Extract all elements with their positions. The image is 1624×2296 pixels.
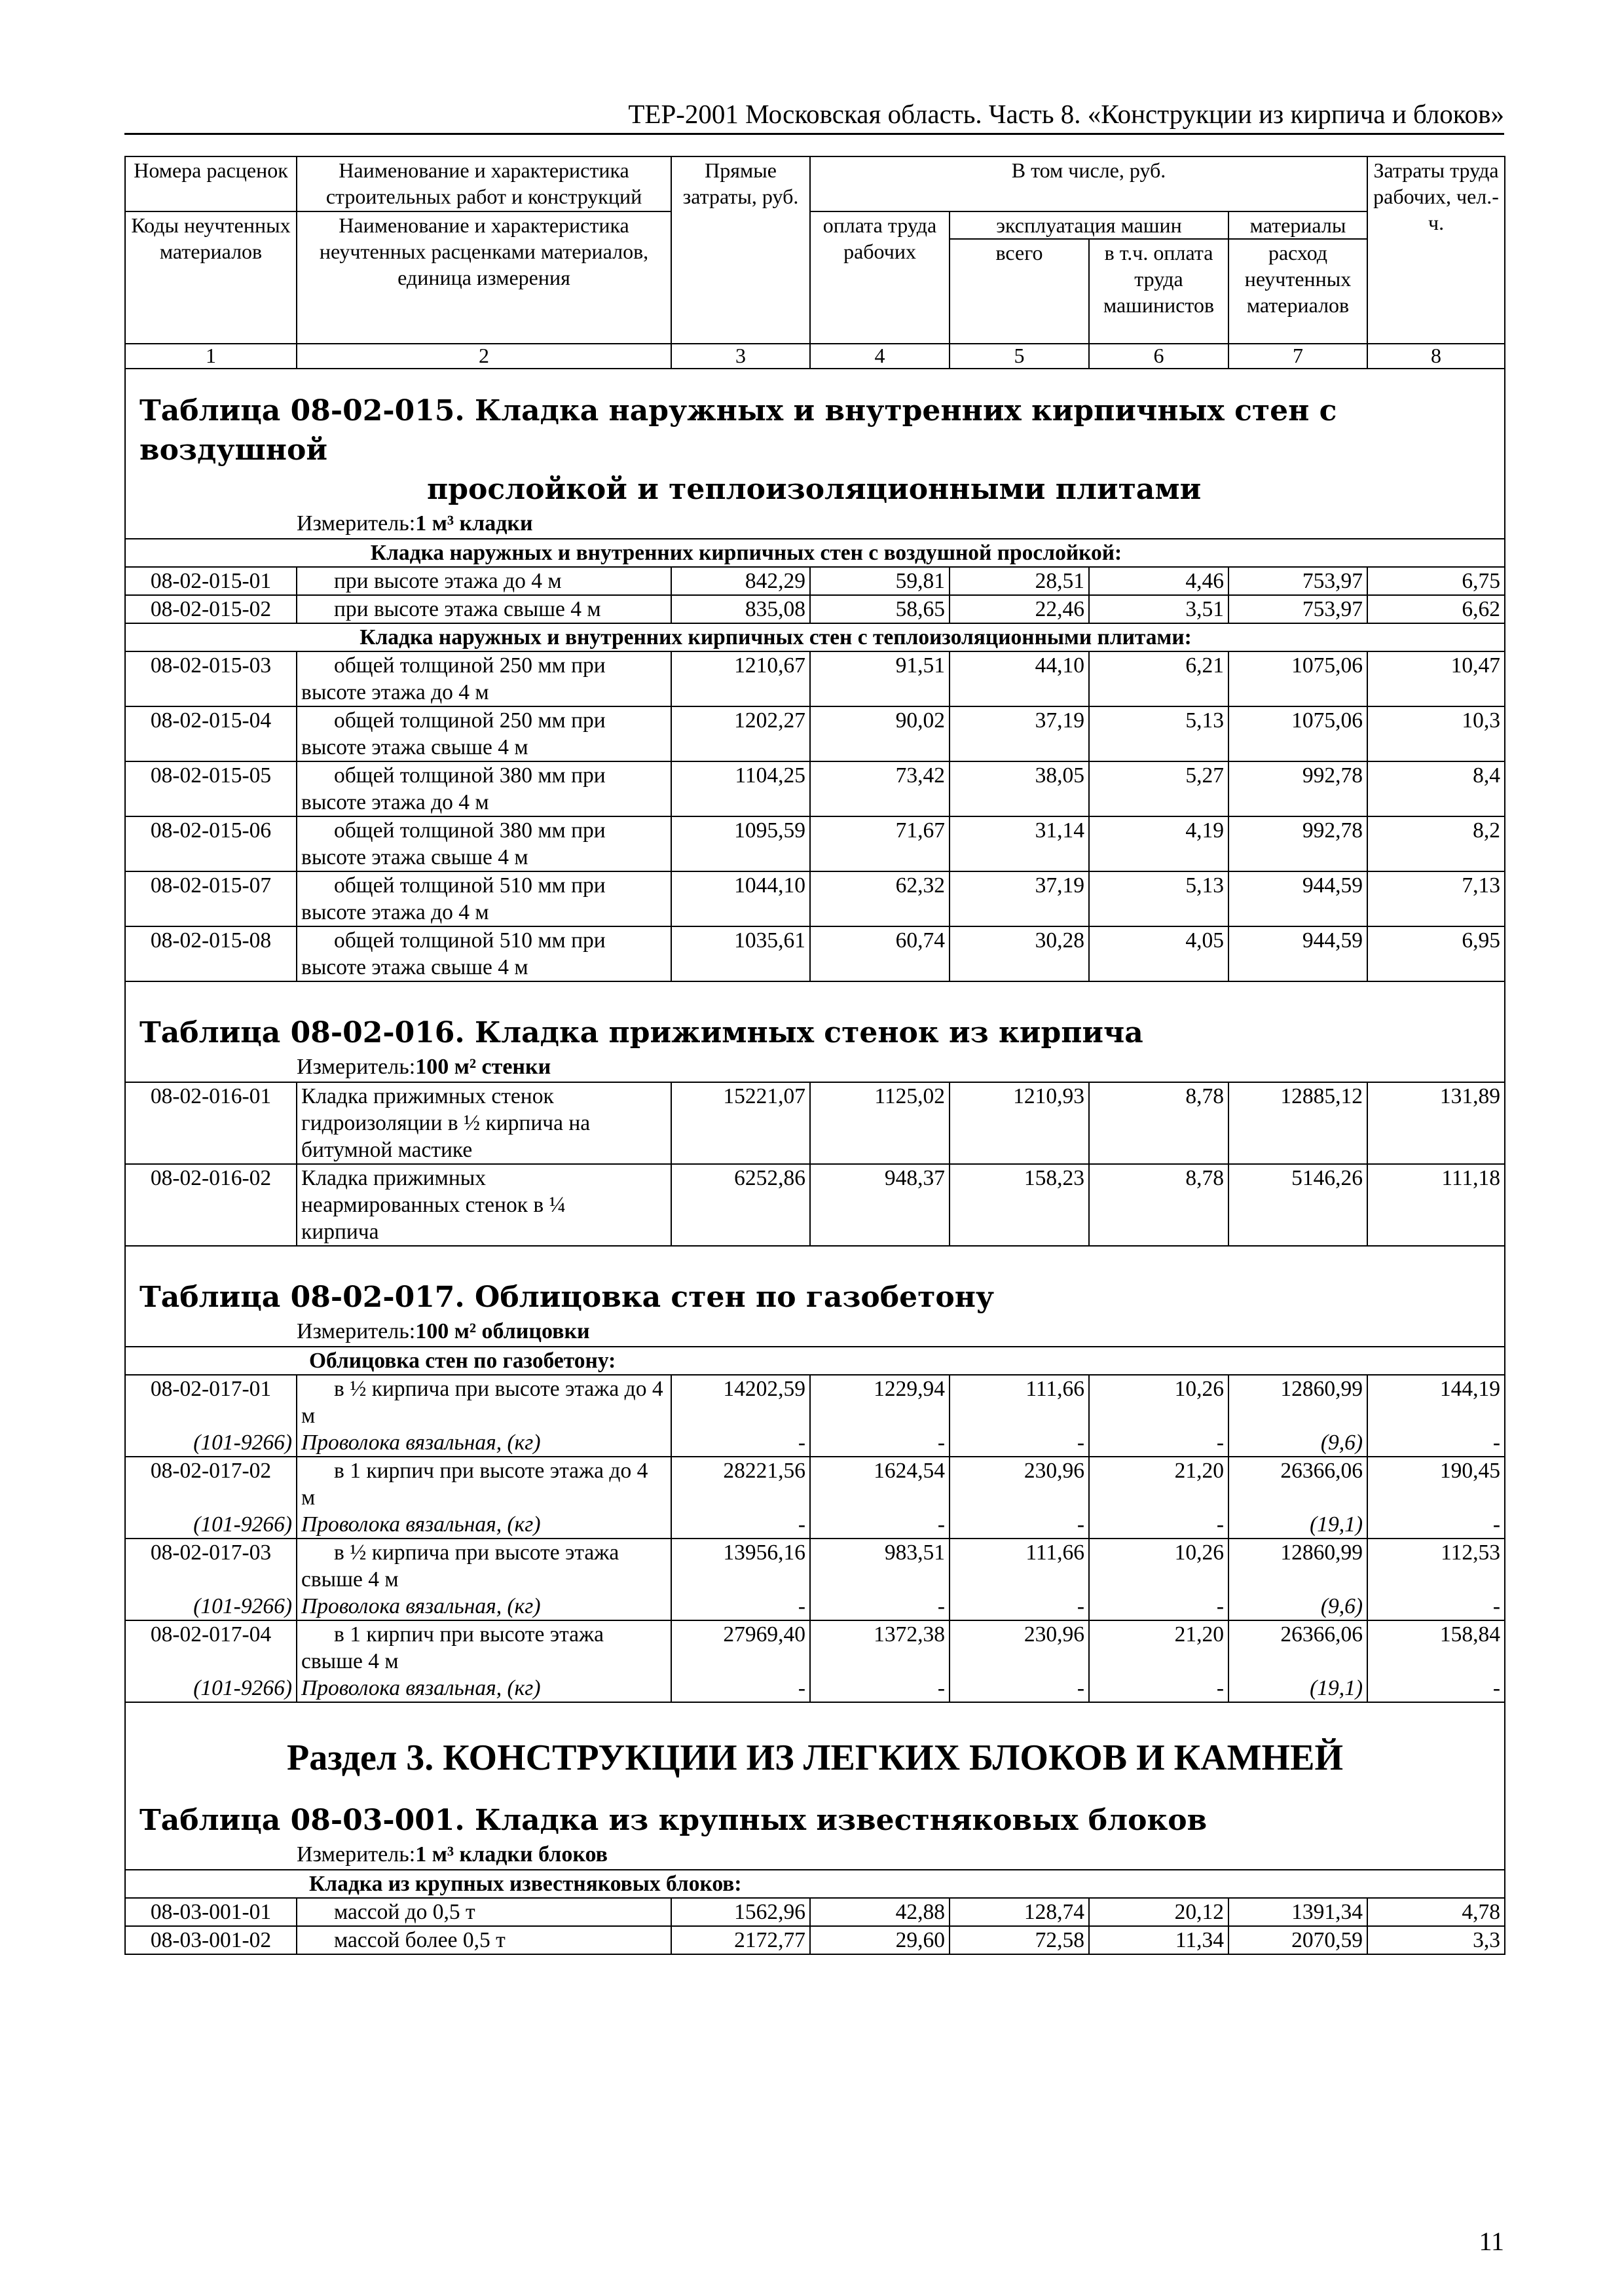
- cell-c4: 71,67: [810, 816, 950, 871]
- rate-name: Кладка прижимных неармированных стенок в ¼ кирпича: [297, 1164, 671, 1246]
- cell-c5: 22,46: [950, 595, 1089, 623]
- cell-c3: 2172,77: [671, 1926, 810, 1954]
- table-017-title-row: [125, 1246, 1505, 1317]
- cell-dash: -: [1367, 1675, 1505, 1702]
- table-015-unit-row: [125, 509, 1505, 539]
- cell-c6: 6,21: [1089, 651, 1228, 706]
- col1-top-header: Номера расценок: [125, 156, 297, 211]
- rate-code: 08-02-015-06: [125, 816, 297, 871]
- table-row: [125, 926, 1505, 981]
- rate-name: общей толщиной 250 мм при высоте этажа свыше 4 м: [297, 706, 671, 761]
- table-301-title: Таблица 08-03-001. Кладка из крупных известняковых блоков: [139, 1804, 1208, 1837]
- unit-value: 1 м³ кладки: [415, 511, 533, 536]
- cell-c8: 8,2: [1367, 816, 1505, 871]
- rate-code: 08-02-015-07: [125, 871, 297, 926]
- cell-c8: 158,84: [1367, 1620, 1505, 1675]
- column-header-row-2: [125, 211, 1505, 239]
- unit-value: 1 м³ кладки блоков: [415, 1842, 608, 1867]
- page-number: 11: [1479, 2227, 1504, 2256]
- material-name: Проволока вязальная, (кг): [297, 1593, 671, 1620]
- table-row: [125, 1620, 1505, 1675]
- cell-dash: -: [671, 1675, 810, 1702]
- rate-code: 08-02-015-02: [125, 595, 297, 623]
- col2-top-header: Наименование и характеристика строительных работ и конструкций: [297, 156, 671, 211]
- cell-c7: 992,78: [1228, 761, 1367, 816]
- cell-c3: 27969,40: [671, 1620, 810, 1675]
- material-code: (101-9266): [125, 1593, 297, 1620]
- col-number: 5: [950, 344, 1089, 369]
- col5-header: всего: [950, 239, 1089, 344]
- cell-c7: 12885,12: [1228, 1082, 1367, 1164]
- cell-c3: 28221,56: [671, 1457, 810, 1511]
- cell-c8: 4,78: [1367, 1898, 1505, 1926]
- rate-name: при высоте этажа до 4 м: [297, 567, 671, 595]
- cell-c6: 5,13: [1089, 706, 1228, 761]
- cell-c3: 1562,96: [671, 1898, 810, 1926]
- cell-c8: 3,3: [1367, 1926, 1505, 1954]
- cell-c7: 753,97: [1228, 595, 1367, 623]
- group-header: [125, 623, 1505, 651]
- cell-c5: 111,66: [950, 1375, 1089, 1429]
- rate-name: в 1 кирпич при высоте этажа до 4 м: [297, 1457, 671, 1511]
- cell-c4: 90,02: [810, 706, 950, 761]
- cell-c4: 29,60: [810, 1926, 950, 1954]
- cell-dash: -: [810, 1429, 950, 1457]
- materials-header: материалы: [1228, 211, 1367, 239]
- table-017-title: Таблица 08-02-017. Облицовка стен по газобетону: [139, 1281, 995, 1314]
- rate-code: 08-02-017-01: [125, 1375, 297, 1429]
- cell-c3: 13956,16: [671, 1539, 810, 1593]
- cell-c6: 4,46: [1089, 567, 1228, 595]
- cell-c5: 30,28: [950, 926, 1089, 981]
- cell-c4: 91,51: [810, 651, 950, 706]
- cell-c3: 1202,27: [671, 706, 810, 761]
- cell-c7: 944,59: [1228, 926, 1367, 981]
- material-code: (101-9266): [125, 1429, 297, 1457]
- cell-dash: -: [671, 1429, 810, 1457]
- table-row: [125, 1457, 1505, 1511]
- cell-dash: -: [1089, 1593, 1228, 1620]
- cell-c4: 62,32: [810, 871, 950, 926]
- table-row: [125, 651, 1505, 706]
- cell-c5: 158,23: [950, 1164, 1089, 1246]
- cell-c8: 7,13: [1367, 871, 1505, 926]
- cell-c5: 28,51: [950, 567, 1089, 595]
- cell-c6: 4,19: [1089, 816, 1228, 871]
- table-017-unit-row: [125, 1317, 1505, 1347]
- rate-name: общей толщиной 510 мм при высоте этажа свыше 4 м: [297, 926, 671, 981]
- col3-header: Прямые затраты, руб.: [671, 156, 810, 344]
- cell-dash: -: [950, 1675, 1089, 1702]
- material-qty: (19,1): [1228, 1511, 1367, 1539]
- material-row: [125, 1511, 1505, 1539]
- cell-c4: 948,37: [810, 1164, 950, 1246]
- cell-c5: 31,14: [950, 816, 1089, 871]
- section-3-title-row: [125, 1702, 1505, 1781]
- table-301-unit-row: [125, 1840, 1505, 1870]
- rate-code: 08-02-015-03: [125, 651, 297, 706]
- col1-bottom-header: Коды неучтенных материалов: [125, 211, 297, 344]
- cell-dash: -: [950, 1511, 1089, 1539]
- group-header-label: Кладка из крупных известняковых блоков:: [125, 1870, 1505, 1898]
- cell-c4: 983,51: [810, 1539, 950, 1593]
- cell-c3: 15221,07: [671, 1082, 810, 1164]
- rate-code: 08-02-015-05: [125, 761, 297, 816]
- cell-c6: 10,26: [1089, 1375, 1228, 1429]
- cell-c3: 1095,59: [671, 816, 810, 871]
- col-number: 7: [1228, 344, 1367, 369]
- group-header: [125, 539, 1505, 567]
- unit-value: 100 м² облицовки: [415, 1319, 590, 1343]
- cell-c8: 6,95: [1367, 926, 1505, 981]
- rate-code: 08-02-015-04: [125, 706, 297, 761]
- rate-name: Кладка прижимных стенок гидроизоляции в ½ кирпича на битумной мастике: [297, 1082, 671, 1164]
- cell-dash: -: [810, 1511, 950, 1539]
- cell-c7: 944,59: [1228, 871, 1367, 926]
- cell-c6: 20,12: [1089, 1898, 1228, 1926]
- header-rule: [124, 133, 1504, 135]
- material-code: (101-9266): [125, 1511, 297, 1539]
- table-016-title-row: [125, 981, 1505, 1053]
- cell-c6: 8,78: [1089, 1082, 1228, 1164]
- cell-c5: 72,58: [950, 1926, 1089, 1954]
- col2-bottom-header: Наименование и характеристика неучтенных расценками материалов, единица измерения: [297, 211, 671, 344]
- group-header-label: Облицовка стен по газобетону:: [125, 1347, 1505, 1375]
- table-row: [125, 567, 1505, 595]
- price-table: [124, 156, 1505, 1955]
- unit-value: 100 м² стенки: [415, 1055, 551, 1079]
- cell-c5: 111,66: [950, 1539, 1089, 1593]
- unit-label: Измеритель:: [297, 1055, 416, 1079]
- unit-label: Измеритель:: [297, 1319, 416, 1343]
- cell-c5: 1210,93: [950, 1082, 1089, 1164]
- rate-code: 08-03-001-01: [125, 1898, 297, 1926]
- running-header: ТЕР-2001 Московская область. Часть 8. «Конструкции из кирпича и блоков»: [628, 99, 1504, 129]
- cell-c4: 1125,02: [810, 1082, 950, 1164]
- material-row: [125, 1593, 1505, 1620]
- cell-c7: 26366,06: [1228, 1457, 1367, 1511]
- cell-dash: -: [1367, 1593, 1505, 1620]
- cell-c4: 58,65: [810, 595, 950, 623]
- cell-c5: 37,19: [950, 871, 1089, 926]
- material-name: Проволока вязальная, (кг): [297, 1511, 671, 1539]
- cell-c5: 44,10: [950, 651, 1089, 706]
- table-016-unit-row: [125, 1053, 1505, 1082]
- rate-name: общей толщиной 380 мм при высоте этажа свыше 4 м: [297, 816, 671, 871]
- cell-dash: -: [1367, 1511, 1505, 1539]
- cell-dash: -: [1089, 1675, 1228, 1702]
- cell-c4: 1372,38: [810, 1620, 950, 1675]
- table-015-title-row: [125, 369, 1505, 509]
- table-row: [125, 595, 1505, 623]
- cell-c8: 10,3: [1367, 706, 1505, 761]
- cell-c5: 230,96: [950, 1620, 1089, 1675]
- cell-c8: 190,45: [1367, 1457, 1505, 1511]
- cell-c8: 8,4: [1367, 761, 1505, 816]
- cell-c8: 112,53: [1367, 1539, 1505, 1593]
- cell-c7: 1075,06: [1228, 706, 1367, 761]
- col-number: 1: [125, 344, 297, 369]
- rate-code: 08-02-017-04: [125, 1620, 297, 1675]
- cell-c3: 1035,61: [671, 926, 810, 981]
- cell-c6: 11,34: [1089, 1926, 1228, 1954]
- cell-c3: 1210,67: [671, 651, 810, 706]
- cell-c7: 5146,26: [1228, 1164, 1367, 1246]
- cell-c4: 1229,94: [810, 1375, 950, 1429]
- cell-dash: -: [671, 1593, 810, 1620]
- table-row: [125, 706, 1505, 761]
- cell-dash: -: [810, 1675, 950, 1702]
- table-row: [125, 871, 1505, 926]
- material-row: [125, 1429, 1505, 1457]
- cell-c7: 26366,06: [1228, 1620, 1367, 1675]
- rate-name: общей толщиной 510 мм при высоте этажа до 4 м: [297, 871, 671, 926]
- material-row: [125, 1675, 1505, 1702]
- cell-c7: 753,97: [1228, 567, 1367, 595]
- cell-c8: 6,62: [1367, 595, 1505, 623]
- cell-c3: 1104,25: [671, 761, 810, 816]
- section-3-title: Раздел 3. КОНСТРУКЦИИ ИЗ ЛЕГКИХ БЛОКОВ И КАМНЕЙ: [125, 1702, 1505, 1781]
- rate-name: при высоте этажа свыше 4 м: [297, 595, 671, 623]
- cell-c6: 8,78: [1089, 1164, 1228, 1246]
- cell-c6: 21,20: [1089, 1620, 1228, 1675]
- rate-code: 08-03-001-02: [125, 1926, 297, 1954]
- rate-name: в 1 кирпич при высоте этажа свыше 4 м: [297, 1620, 671, 1675]
- cell-c5: 230,96: [950, 1457, 1089, 1511]
- material-code: (101-9266): [125, 1675, 297, 1702]
- rate-code: 08-02-015-01: [125, 567, 297, 595]
- material-name: Проволока вязальная, (кг): [297, 1675, 671, 1702]
- table-301-title-row: [125, 1781, 1505, 1840]
- cell-dash: -: [950, 1593, 1089, 1620]
- rate-code: 08-02-017-03: [125, 1539, 297, 1593]
- cell-c7: 2070,59: [1228, 1926, 1367, 1954]
- machines-header: эксплуатация машин: [950, 211, 1228, 239]
- table-row: [125, 1082, 1505, 1164]
- cell-c6: 3,51: [1089, 595, 1228, 623]
- cell-c3: 842,29: [671, 567, 810, 595]
- col7-header: расход неучтенных материалов: [1228, 239, 1367, 344]
- cell-c8: 131,89: [1367, 1082, 1505, 1164]
- cell-dash: -: [810, 1593, 950, 1620]
- table-row: [125, 1539, 1505, 1593]
- cell-c6: 21,20: [1089, 1457, 1228, 1511]
- cell-dash: -: [671, 1511, 810, 1539]
- cell-c8: 6,75: [1367, 567, 1505, 595]
- table-row: [125, 761, 1505, 816]
- table-016-title: Таблица 08-02-016. Кладка прижимных стенок из кирпича: [139, 1016, 1143, 1049]
- material-qty: (9,6): [1228, 1593, 1367, 1620]
- column-header-row-1: [125, 156, 1505, 211]
- cell-c4: 60,74: [810, 926, 950, 981]
- material-qty: (9,6): [1228, 1429, 1367, 1457]
- cell-c7: 12860,99: [1228, 1539, 1367, 1593]
- cell-c8: 144,19: [1367, 1375, 1505, 1429]
- rate-code: 08-02-017-02: [125, 1457, 297, 1511]
- cell-c7: 1075,06: [1228, 651, 1367, 706]
- group-header: [125, 1347, 1505, 1375]
- col-number: 6: [1089, 344, 1228, 369]
- cell-dash: -: [1367, 1429, 1505, 1457]
- cell-c3: 835,08: [671, 595, 810, 623]
- col6-header: в т.ч. оплата труда машинистов: [1089, 239, 1228, 344]
- cell-c3: 14202,59: [671, 1375, 810, 1429]
- rate-name: массой до 0,5 т: [297, 1898, 671, 1926]
- cell-c3: 6252,86: [671, 1164, 810, 1246]
- cell-c4: 73,42: [810, 761, 950, 816]
- rate-name: массой более 0,5 т: [297, 1926, 671, 1954]
- rate-name: общей толщиной 250 мм при высоте этажа до 4 м: [297, 651, 671, 706]
- table-row: [125, 816, 1505, 871]
- col-number: 8: [1367, 344, 1505, 369]
- group-header-label: Кладка наружных и внутренних кирпичных стен с воздушной прослойкой:: [125, 539, 1505, 567]
- rate-name: общей толщиной 380 мм при высоте этажа до 4 м: [297, 761, 671, 816]
- table-row: [125, 1926, 1505, 1954]
- column-number-row: [125, 344, 1505, 369]
- cell-c4: 1624,54: [810, 1457, 950, 1511]
- rate-code: 08-02-015-08: [125, 926, 297, 981]
- cell-c6: 10,26: [1089, 1539, 1228, 1593]
- cell-c4: 42,88: [810, 1898, 950, 1926]
- cell-c5: 38,05: [950, 761, 1089, 816]
- table-015-title-l1: Таблица 08-02-015. Кладка наружных и внутренних кирпичных стен с воздушной: [139, 394, 1337, 467]
- cell-dash: -: [1089, 1429, 1228, 1457]
- rate-name: в ½ кирпича при высоте этажа до 4 м: [297, 1375, 671, 1429]
- cell-c6: 5,13: [1089, 871, 1228, 926]
- material-name: Проволока вязальная, (кг): [297, 1429, 671, 1457]
- cell-c4: 59,81: [810, 567, 950, 595]
- group-header: [125, 1870, 1505, 1898]
- col-number: 3: [671, 344, 810, 369]
- rate-name: в ½ кирпича при высоте этажа свыше 4 м: [297, 1539, 671, 1593]
- col4-header: оплата труда рабочих: [810, 211, 950, 344]
- col-number: 2: [297, 344, 671, 369]
- rate-code: 08-02-016-02: [125, 1164, 297, 1246]
- cell-c3: 1044,10: [671, 871, 810, 926]
- group-header-label: Кладка наружных и внутренних кирпичных стен с теплоизоляционными плитами:: [125, 623, 1505, 651]
- cell-c7: 992,78: [1228, 816, 1367, 871]
- table-row: [125, 1164, 1505, 1246]
- unit-label: Измеритель:: [297, 511, 416, 536]
- incl-header: В том числе, руб.: [810, 156, 1367, 211]
- cell-c6: 5,27: [1089, 761, 1228, 816]
- cell-c6: 4,05: [1089, 926, 1228, 981]
- table-015-title-l2: прослойкой и теплоизоляционными плитами: [427, 473, 1202, 506]
- col-number: 4: [810, 344, 950, 369]
- cell-c5: 128,74: [950, 1898, 1089, 1926]
- cell-c5: 37,19: [950, 706, 1089, 761]
- cell-dash: -: [1089, 1511, 1228, 1539]
- cell-c7: 12860,99: [1228, 1375, 1367, 1429]
- cell-dash: -: [950, 1429, 1089, 1457]
- cell-c8: 10,47: [1367, 651, 1505, 706]
- rate-code: 08-02-016-01: [125, 1082, 297, 1164]
- table-row: [125, 1898, 1505, 1926]
- unit-label: Измеритель:: [297, 1842, 416, 1867]
- cell-c8: 111,18: [1367, 1164, 1505, 1246]
- table-row: [125, 1375, 1505, 1429]
- cell-c7: 1391,34: [1228, 1898, 1367, 1926]
- col8-header: Затраты труда рабочих, чел.-ч.: [1367, 156, 1505, 344]
- material-qty: (19,1): [1228, 1675, 1367, 1702]
